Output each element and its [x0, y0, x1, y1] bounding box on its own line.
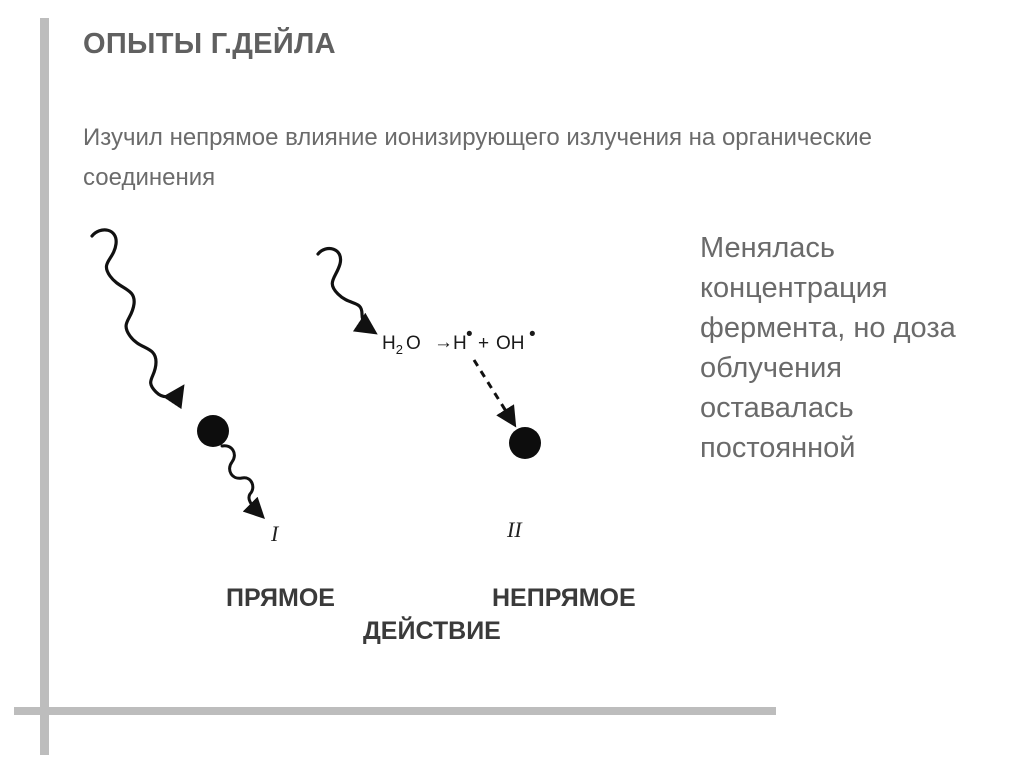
svg-text:→: → — [434, 332, 453, 353]
svg-text:H2O: $H_2$ O — [382, 333, 421, 357]
slide-subtitle: Изучил непрямое влияние ионизирующего излучения на органические соединения — [83, 124, 872, 191]
svg-text:+: + — [478, 333, 490, 354]
roman-mark-one: I — [271, 521, 279, 546]
target-molecule-right — [509, 427, 541, 459]
radiation-wave-incoming-right — [318, 249, 374, 332]
side-note: Менялась концентрация фермента, но доза облучения оставалась постоянной — [700, 232, 956, 464]
svg-text:H: H — [453, 333, 467, 354]
radiation-wave-scattered-left — [222, 446, 262, 516]
radical-attack-dashed-arrow — [474, 360, 514, 424]
roman-mark-two: II — [507, 517, 522, 542]
svg-text:•: • — [529, 324, 536, 345]
radiation-wave-incoming-left — [92, 230, 182, 397]
water-radiolysis-formula — [382, 324, 536, 357]
slide-title: ОПЫТЫ Г.ДЕЙЛА — [83, 28, 336, 60]
svg-text:•: • — [466, 324, 473, 345]
label-indirect: НЕПРЯМОЕ — [492, 584, 636, 612]
svg-text:OH: OH — [496, 333, 525, 354]
target-molecule-left — [197, 415, 229, 447]
label-action: ДЕЙСТВИЕ — [363, 617, 501, 645]
label-direct: ПРЯМОЕ — [226, 584, 335, 612]
